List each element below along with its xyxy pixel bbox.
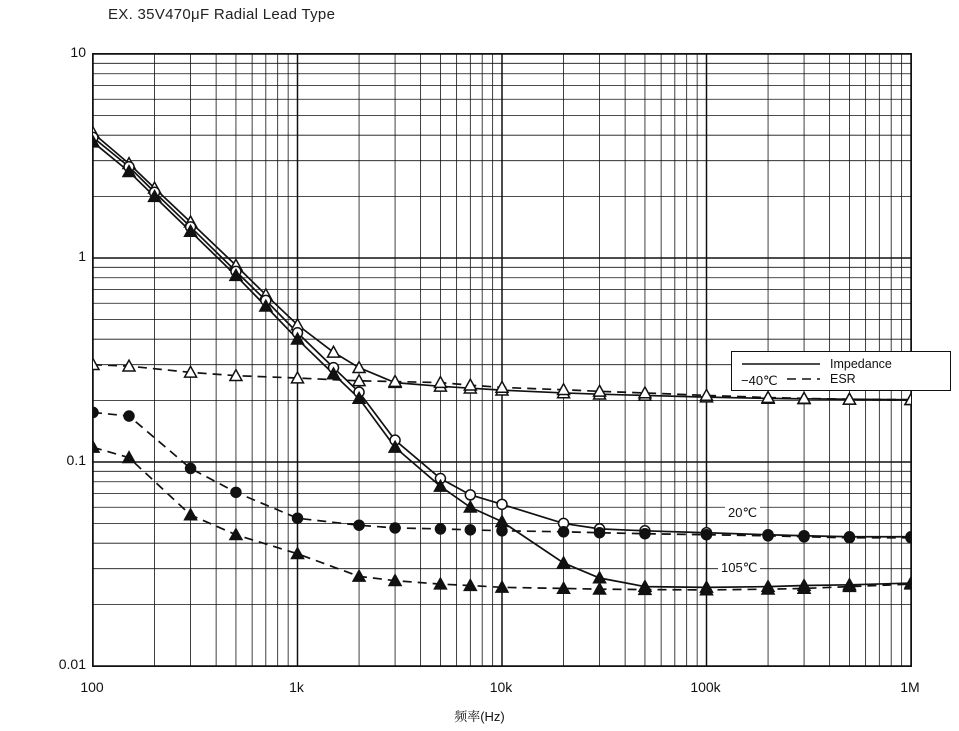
ytick-0.01: 0.01 <box>58 656 86 672</box>
annotation-minus40c: −40℃ <box>738 372 781 390</box>
legend-item-impedance: Impedance <box>830 357 892 371</box>
ytick-0.1: 0.1 <box>66 452 86 468</box>
ytick-1: 1 <box>78 248 86 264</box>
x-axis-label: 频率(Hz) <box>454 709 505 724</box>
legend-item-esr: ESR <box>830 372 856 386</box>
annotation-20c: 20℃ <box>725 504 760 522</box>
xtick-1k: 1k <box>289 679 304 695</box>
ytick-10: 10 <box>70 44 86 60</box>
page-title: EX. 35V470μF Radial Lead Type <box>108 6 336 23</box>
xtick-100k: 100k <box>690 679 721 695</box>
xtick-10k: 10k <box>489 679 513 695</box>
xtick-1M: 1M <box>900 679 920 695</box>
xtick-100: 100 <box>80 679 104 695</box>
plot-area <box>92 53 912 667</box>
annotation-105c: 105℃ <box>718 559 760 577</box>
